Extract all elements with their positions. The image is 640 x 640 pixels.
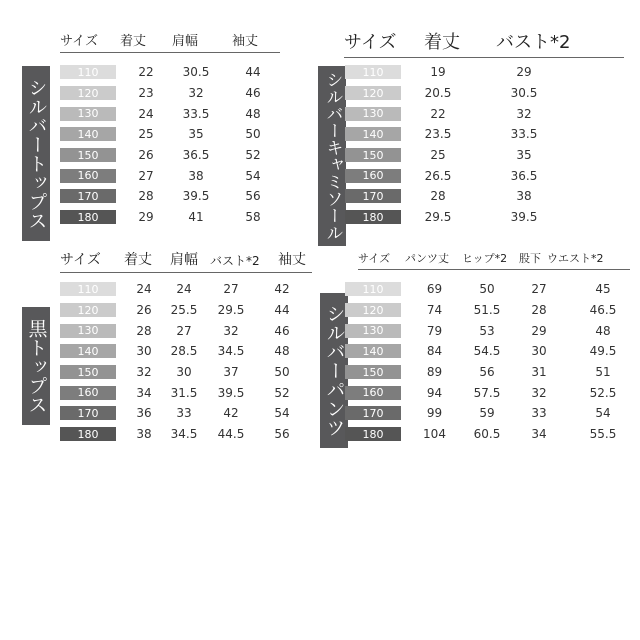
measurement-cell: 57.5 <box>473 385 501 400</box>
measurement-cell: 99 <box>426 406 443 421</box>
measurement-cell: 27 <box>223 282 239 297</box>
measurement-cell: 33 <box>531 406 547 421</box>
size-badge: 110 <box>345 282 401 296</box>
measurement-cell: 44.5 <box>217 427 245 442</box>
table-row <box>345 207 581 228</box>
measurement-cell: 41 <box>188 210 204 225</box>
header-shoulder: 肩幅 <box>170 252 198 268</box>
table-header <box>60 30 280 53</box>
measurement-cell: 46 <box>245 86 261 101</box>
measurement-cell: 39.5 <box>217 385 245 400</box>
measurement-cell: 27 <box>531 282 547 297</box>
measurement-cell: 56 <box>479 365 495 380</box>
measurement-cell: 51 <box>595 365 611 380</box>
table-row <box>60 362 306 383</box>
header-hip: ヒップ*2 <box>462 252 508 265</box>
table-row <box>60 62 282 83</box>
size-badge: 140 <box>345 344 401 358</box>
product-label: 黒トップス <box>22 307 50 425</box>
table-row <box>345 103 581 124</box>
size-badge: 110 <box>345 65 401 79</box>
size-badge: 160 <box>345 169 401 183</box>
measurement-cell: 50 <box>274 365 290 380</box>
measurement-cell: 23 <box>138 86 154 101</box>
measurement-cell: 52 <box>245 148 261 163</box>
measurement-cell: 39.5 <box>510 210 538 225</box>
table-row <box>60 186 282 207</box>
measurement-cell: 42 <box>274 282 290 297</box>
table-row <box>345 186 581 207</box>
size-badge: 150 <box>60 148 116 162</box>
header-size: サイズ <box>60 34 98 49</box>
measurement-cell: 42 <box>223 406 239 421</box>
size-badge: 150 <box>345 365 401 379</box>
size-badge: 110 <box>60 65 116 79</box>
size-badge: 170 <box>60 189 116 203</box>
size-badge: 110 <box>60 282 116 296</box>
size-badge: 140 <box>345 127 401 141</box>
measurement-cell: 37 <box>223 365 239 380</box>
measurement-cell: 30 <box>531 344 547 359</box>
size-badge: 140 <box>60 127 116 141</box>
table-row <box>60 145 282 166</box>
measurement-cell: 54 <box>595 406 611 421</box>
table-row <box>60 300 306 321</box>
measurement-cell: 27 <box>138 168 154 183</box>
measurement-cell: 94 <box>426 385 443 400</box>
measurement-cell: 49.5 <box>589 344 617 359</box>
measurement-cell: 36 <box>136 406 152 421</box>
table-header <box>358 250 630 270</box>
measurement-cell: 24 <box>138 106 154 121</box>
measurement-cell: 29 <box>531 323 547 338</box>
measurement-cell: 22 <box>138 65 154 80</box>
measurement-cell: 52 <box>274 385 290 400</box>
table-row <box>345 382 640 403</box>
table-row <box>60 320 306 341</box>
table-header <box>60 249 312 273</box>
header-shoulder: 肩幅 <box>172 34 199 49</box>
measurement-cell: 38 <box>188 168 204 183</box>
measurement-cell: 48 <box>274 344 290 359</box>
table-row <box>60 103 282 124</box>
header-waist: ウエスト*2 <box>547 252 604 265</box>
measurement-cell: 26.5 <box>424 168 452 183</box>
measurement-cell: 25.5 <box>170 303 198 318</box>
measurement-cell: 35 <box>188 127 204 142</box>
measurement-cell: 32 <box>531 385 547 400</box>
table-body <box>345 62 581 228</box>
table-row <box>345 424 640 445</box>
size-badge: 160 <box>345 386 401 400</box>
measurement-cell: 26 <box>136 303 152 318</box>
measurement-cell: 33.5 <box>510 127 538 142</box>
measurement-cell: 29 <box>138 210 154 225</box>
header-length: 着丈 <box>124 252 152 268</box>
size-badge: 150 <box>345 148 401 162</box>
product-label: シルバートップス <box>22 66 50 241</box>
measurement-cell: 54.5 <box>473 344 501 359</box>
measurement-cell: 32 <box>136 365 152 380</box>
measurement-cell: 39.5 <box>182 189 210 204</box>
measurement-cell: 25 <box>430 148 446 163</box>
measurement-cell: 44 <box>274 303 290 318</box>
measurement-cell: 35 <box>516 148 532 163</box>
measurement-cell: 33.5 <box>182 106 210 121</box>
table-row <box>345 165 581 186</box>
measurement-cell: 55.5 <box>589 427 617 442</box>
table-row <box>345 145 581 166</box>
measurement-cell: 22 <box>430 106 446 121</box>
measurement-cell: 58 <box>245 210 261 225</box>
table-row <box>60 403 306 424</box>
measurement-cell: 53 <box>479 323 495 338</box>
size-badge: 160 <box>60 386 116 400</box>
measurement-cell: 54 <box>274 406 290 421</box>
table-row <box>60 382 306 403</box>
size-badge: 170 <box>60 406 116 420</box>
table-row <box>345 124 581 145</box>
table-row <box>345 362 640 383</box>
measurement-cell: 74 <box>426 303 443 318</box>
measurement-cell: 56 <box>245 189 261 204</box>
table-row <box>60 279 306 300</box>
measurement-cell: 19 <box>430 65 446 80</box>
table-body <box>345 279 640 445</box>
size-badge: 150 <box>60 365 116 379</box>
measurement-cell: 28 <box>138 189 154 204</box>
size-badge: 180 <box>345 210 401 224</box>
measurement-cell: 34 <box>136 385 152 400</box>
header-length: 着丈 <box>424 32 460 53</box>
size-badge: 140 <box>60 344 116 358</box>
measurement-cell: 52.5 <box>589 385 617 400</box>
table-row <box>345 279 640 300</box>
table-body <box>60 62 282 228</box>
measurement-cell: 24 <box>176 282 192 297</box>
measurement-cell: 36.5 <box>510 168 538 183</box>
header-size: サイズ <box>344 32 397 53</box>
measurement-cell: 31 <box>531 365 547 380</box>
table-header <box>344 28 624 58</box>
header-bust: バスト*2 <box>210 254 260 268</box>
measurement-cell: 26 <box>138 148 154 163</box>
measurement-cell: 28 <box>430 189 446 204</box>
table-row <box>345 320 640 341</box>
size-badge: 160 <box>60 169 116 183</box>
measurement-cell: 38 <box>516 189 532 204</box>
size-badge: 120 <box>60 86 116 100</box>
measurement-cell: 20.5 <box>424 86 452 101</box>
measurement-cell: 29.5 <box>424 210 452 225</box>
table-row <box>60 165 282 186</box>
measurement-cell: 29.5 <box>217 303 245 318</box>
table-row <box>60 341 306 362</box>
measurement-cell: 38 <box>136 427 152 442</box>
measurement-cell: 30 <box>136 344 152 359</box>
size-badge: 170 <box>345 406 401 420</box>
size-badge: 170 <box>345 189 401 203</box>
measurement-cell: 30 <box>176 365 192 380</box>
measurement-cell: 51.5 <box>473 303 501 318</box>
size-badge: 120 <box>345 303 401 317</box>
measurement-cell: 84 <box>426 344 443 359</box>
measurement-cell: 33 <box>176 406 192 421</box>
measurement-cell: 54 <box>245 168 261 183</box>
measurement-cell: 31.5 <box>170 385 198 400</box>
table-row <box>60 207 282 228</box>
header-size: サイズ <box>358 252 391 265</box>
table-row <box>60 83 282 104</box>
measurement-cell: 60.5 <box>473 427 501 442</box>
measurement-cell: 29 <box>516 65 532 80</box>
measurement-cell: 50 <box>245 127 261 142</box>
measurement-cell: 28 <box>136 323 152 338</box>
header-sleeve: 袖丈 <box>232 34 259 49</box>
size-badge: 120 <box>60 303 116 317</box>
measurement-cell: 25 <box>138 127 154 142</box>
measurement-cell: 34.5 <box>217 344 245 359</box>
measurement-cell: 32 <box>188 86 204 101</box>
size-badge: 120 <box>345 86 401 100</box>
measurement-cell: 34.5 <box>170 427 198 442</box>
table-row <box>60 124 282 145</box>
measurement-cell: 79 <box>426 323 443 338</box>
product-label: シルバーパンツ <box>320 293 348 448</box>
measurement-cell: 69 <box>426 282 443 297</box>
table-row <box>60 424 306 445</box>
measurement-cell: 32 <box>223 323 239 338</box>
table-row <box>345 403 640 424</box>
measurement-cell: 56 <box>274 427 290 442</box>
header-length: 着丈 <box>120 34 147 49</box>
measurement-cell: 48 <box>245 106 261 121</box>
table-body <box>60 279 306 445</box>
table-row <box>345 341 640 362</box>
measurement-cell: 48 <box>595 323 611 338</box>
measurement-cell: 46.5 <box>589 303 617 318</box>
product-label: シルバーキャミソール <box>318 66 346 246</box>
measurement-cell: 50 <box>479 282 495 297</box>
measurement-cell: 30.5 <box>182 65 210 80</box>
measurement-cell: 24 <box>136 282 152 297</box>
size-badge: 180 <box>345 427 401 441</box>
measurement-cell: 46 <box>274 323 290 338</box>
size-badge: 130 <box>60 107 116 121</box>
header-size: サイズ <box>60 252 101 268</box>
measurement-cell: 36.5 <box>182 148 210 163</box>
measurement-cell: 34 <box>531 427 547 442</box>
header-bust: バスト*2 <box>496 32 571 53</box>
size-badge: 180 <box>60 210 116 224</box>
header-sleeve: 袖丈 <box>278 252 306 268</box>
measurement-cell: 23.5 <box>424 127 452 142</box>
measurement-cell: 45 <box>595 282 611 297</box>
measurement-cell: 32 <box>516 106 532 121</box>
table-row <box>345 83 581 104</box>
size-badge: 180 <box>60 427 116 441</box>
measurement-cell: 44 <box>245 65 261 80</box>
header-inseam: 股下 <box>519 252 541 265</box>
table-row <box>345 62 581 83</box>
size-badge: 130 <box>345 324 401 338</box>
size-badge: 130 <box>60 324 116 338</box>
measurement-cell: 89 <box>426 365 443 380</box>
measurement-cell: 104 <box>423 427 446 442</box>
measurement-cell: 59 <box>479 406 495 421</box>
header-pants-length: パンツ丈 <box>405 252 449 265</box>
size-badge: 130 <box>345 107 401 121</box>
measurement-cell: 28.5 <box>170 344 198 359</box>
table-row <box>345 300 640 321</box>
measurement-cell: 28 <box>531 303 547 318</box>
measurement-cell: 30.5 <box>510 86 538 101</box>
measurement-cell: 27 <box>176 323 192 338</box>
